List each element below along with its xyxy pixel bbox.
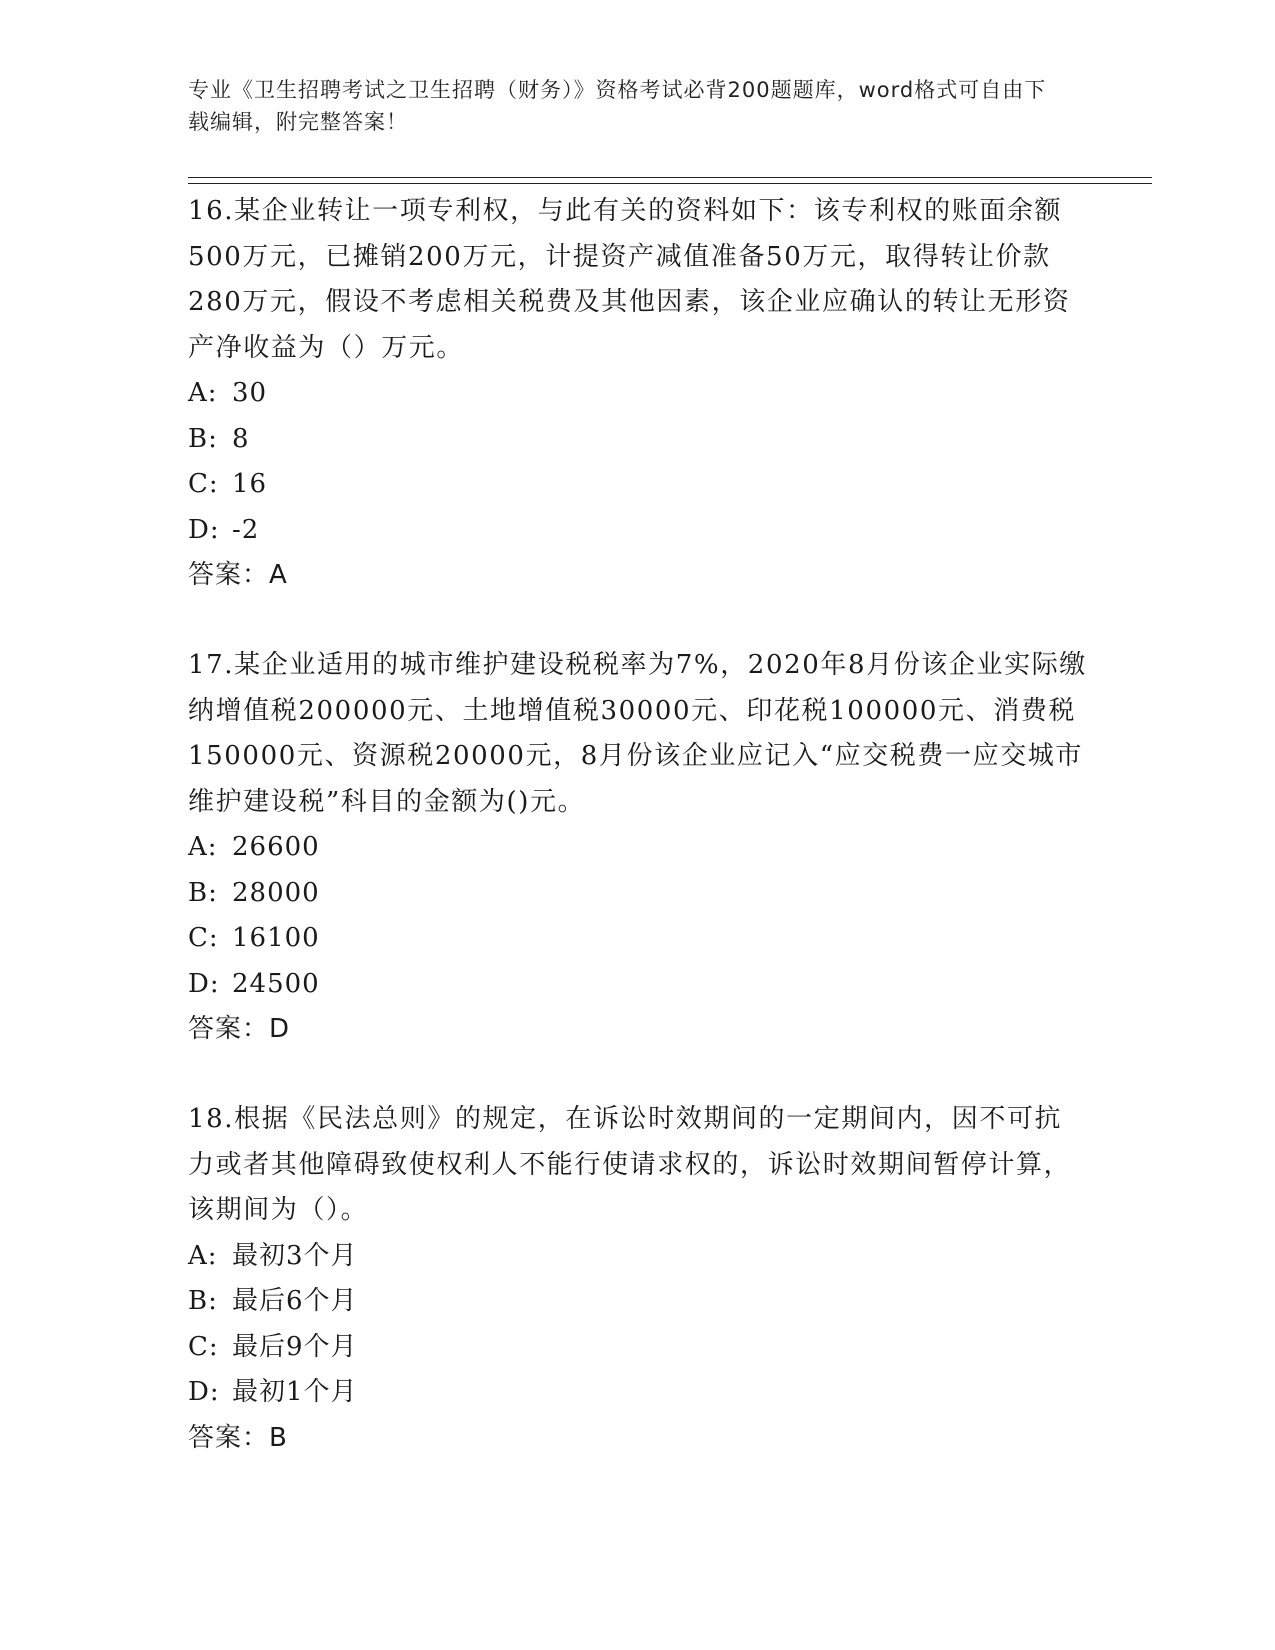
option-text: 最初1个月: [232, 1377, 358, 1407]
option-key: A:: [188, 378, 218, 408]
header-rule-bottom: [188, 183, 1152, 184]
option-text: 30: [232, 378, 268, 408]
answer-line: 答案：D: [188, 1014, 291, 1044]
option-key: B:: [188, 1286, 218, 1316]
option-key: C:: [188, 923, 219, 953]
option-key: D:: [188, 968, 220, 999]
option-b: [188, 417, 1088, 463]
option-key: B:: [188, 877, 218, 908]
option-text: 28000: [232, 877, 320, 908]
option-c: [188, 916, 1088, 962]
option-text: 最后6个月: [232, 1286, 358, 1316]
option-text: 24500: [232, 968, 320, 999]
option-list: [188, 825, 1088, 1007]
option-b: [188, 1279, 1088, 1325]
option-a: [188, 371, 1088, 417]
option-text: 16: [232, 469, 268, 499]
option-key: A:: [188, 832, 218, 862]
option-d: [188, 1370, 1088, 1416]
option-c: [188, 1325, 1088, 1371]
option-list: [188, 371, 1088, 553]
option-key: D:: [188, 1377, 220, 1407]
option-c: [188, 462, 1088, 508]
option-text: -2: [232, 514, 260, 545]
option-text: 最初3个月: [232, 1240, 358, 1271]
option-key: D:: [188, 514, 220, 545]
option-b: [188, 871, 1088, 917]
option-a: [188, 1234, 1088, 1280]
option-key: C:: [188, 1331, 219, 1362]
option-text: 8: [232, 423, 250, 454]
answer-line: 答案：B: [188, 1422, 288, 1453]
option-text: 26600: [232, 832, 320, 862]
option-key: A:: [188, 1240, 218, 1271]
option-a: [188, 825, 1088, 871]
answer-line: 答案：A: [188, 560, 288, 590]
header-rule-top: [188, 177, 1152, 178]
option-text: 最后9个月: [232, 1331, 358, 1362]
document-header: 专业《卫生招聘考试之卫生招聘（财务）》资格考试必背200题题库，word格式可自由下载编辑，附完整答案！: [188, 78, 1047, 134]
question-18: [188, 1097, 1088, 1461]
option-d: [188, 962, 1088, 1008]
option-list: [188, 1234, 1088, 1416]
option-key: B:: [188, 423, 218, 454]
question-stem: 18.根据《民法总则》的规定，在诉讼时效期间的一定期间内，因不可抗力或者其他障碍致使权利人不能行使请求权的，诉讼时效期间暂停计算，该期间为（）。: [188, 1104, 1072, 1225]
option-key: C:: [188, 469, 219, 499]
question-stem: 17.某企业适用的城市维护建设税税率为7%，2020年8月份该企业实际缴纳增值税200000元、土地增值税30000元、印花税100000元、消费税150000元、资源税20000元，8月份该企业应记入“应交税费一应交城市维护建设税”科目的金额为()元。: [188, 650, 1087, 817]
option-text: 16100: [232, 923, 320, 953]
option-d: [188, 508, 1088, 554]
question-17: [188, 643, 1088, 1053]
question-16: [188, 189, 1088, 599]
question-stem: 16.某企业转让一项专利权，与此有关的资料如下：该专利权的账面余额500万元，已摊销200万元，计提资产减值准备50万元，取得转让价款280万元，假设不考虑相关税费及其他因素，该企业应确认的转让无形资产净收益为（）万元。: [188, 196, 1071, 363]
